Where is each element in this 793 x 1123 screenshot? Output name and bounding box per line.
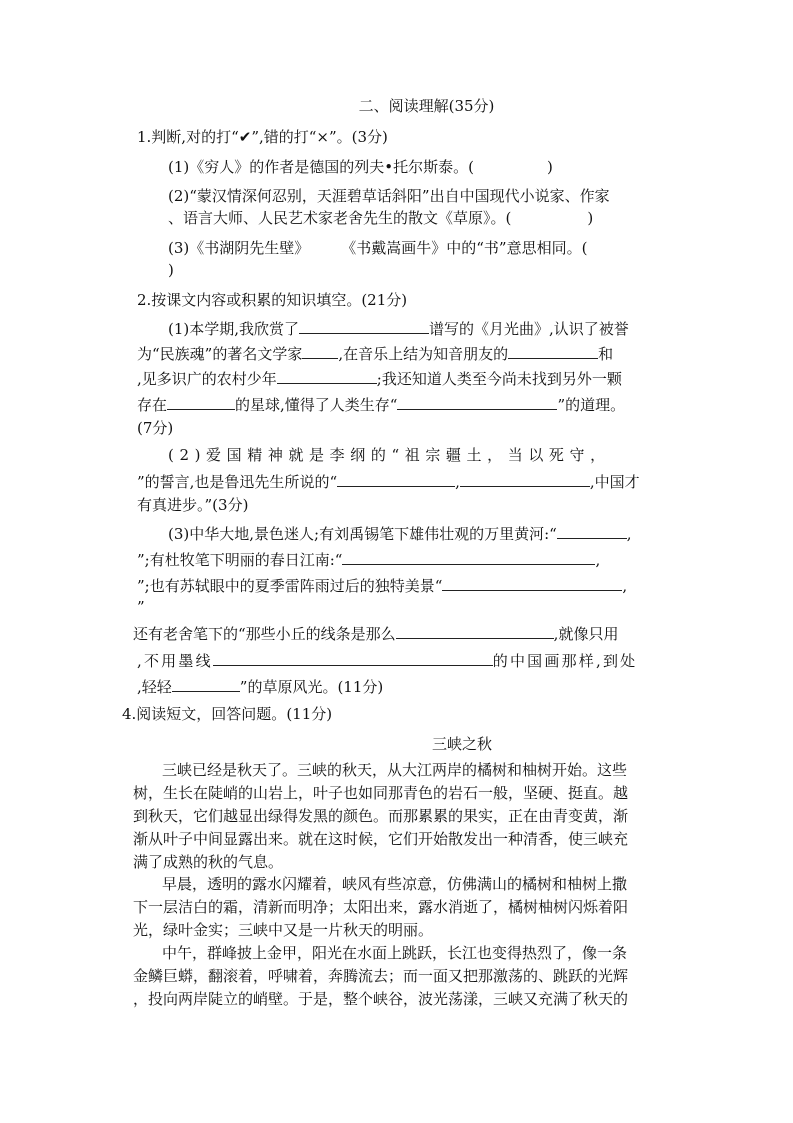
fill-blank[interactable]	[396, 623, 554, 639]
q2-p2-line3: 有真进步。”(3分)	[137, 496, 249, 514]
fill-blank[interactable]	[442, 575, 622, 591]
passage-para1-line4: 渐从叶子中间显露出来。就在这时候，它们开始散发出一种清香，使三峡充	[133, 830, 629, 848]
q2-p2-line2: ”的誓言,也是鲁迅先生所说的“ , ,中国才	[137, 473, 640, 491]
section-title: 二、阅读理解(35分)	[358, 97, 495, 115]
fill-blank[interactable]	[508, 343, 598, 359]
q2-p3-line2: ”;有杜牧笔下明丽的春日江南:“ ,	[137, 551, 601, 569]
passage-para1-line2: 树，生长在陡峭的山岩上，叶子也如同那青色的岩石一般，坚硬、挺直。越	[133, 784, 629, 802]
passage-para1-line1: 三峡已经是秋天了。三峡的秋天，从大江两岸的橘树和柚树开始。这些	[162, 761, 628, 779]
passage-para1-line5: 满了成熟的秋的气息。	[133, 853, 284, 871]
passage-para2-line3: 光，绿叶金实；三峡中又是一片秋天的明丽。	[133, 921, 434, 939]
fill-blank[interactable]	[337, 471, 455, 487]
q2-p1-line1: (1)本学期,我欣赏了 谱写的《月光曲》,认识了被誉	[168, 320, 629, 338]
q2-p3-line4: ”	[137, 598, 145, 616]
passage-para3-line1: 中午，群峰披上金甲，阳光在水面上跳跃，长江也变得热烈了，像一条	[162, 944, 628, 962]
passage-para2-line1: 早晨，透明的露水闪耀着，峡风有些凉意，仿佛满山的橘树和柚树上撒	[162, 875, 628, 893]
passage-para2-line2: 下一层洁白的霜，清新而明净；太阳出来，露水消逝了，橘树柚树闪烁着阳	[133, 898, 629, 916]
q1-item2-line2: 、语言大师、人民艺术家老舍先生的散文《草原》。( )	[168, 209, 594, 227]
fill-blank[interactable]	[557, 523, 627, 539]
q2-p1-line3: ,见多识广的农村少年 ;我还知道人类至今尚未找到另外一颗	[137, 370, 622, 388]
fill-blank[interactable]	[277, 368, 377, 384]
fill-blank[interactable]	[172, 676, 240, 692]
q1-item1: (1)《穷人》的作者是德国的列夫•托尔斯泰。( )	[168, 158, 553, 176]
q2-p1-line2: 为“民族魂”的著名文学家 ,在音乐上结为知音朋友的 和	[137, 345, 614, 363]
fill-blank[interactable]	[299, 318, 429, 334]
passage-para3-line3: ，投向两岸陡立的峭壁。于是，整个峡谷，波光荡漾，三峡又充满了秋天的	[133, 990, 629, 1008]
q2-p3-line6: ,不用墨线 的中国画那样,到处	[137, 652, 638, 670]
q2-p1-line5: (7分)	[137, 419, 174, 437]
q4-title: 4.阅读短文，回答问题。(11分)	[122, 705, 333, 723]
q2-p3-line1: (3)中华大地,景色迷人;有刘禹锡笔下雄伟壮观的万里黄河:“ ,	[168, 525, 632, 543]
q2-p2-line1: (2)爱国精神就是李纲的“祖宗疆土，当以死守，	[168, 446, 611, 464]
q2-p3-line3: ”;也有苏轼眼中的夏季雷阵雨过后的独特美景“ ,	[137, 577, 628, 595]
q1-item2-line1: (2)“蒙汉情深何忍别，天涯碧草话斜阳”出自中国现代小说家、作家	[168, 187, 610, 205]
fill-blank[interactable]	[167, 394, 235, 410]
passage-para3-line2: 金鳞巨蟒，翻滚着，呼啸着，奔腾流去；而一面又把那激荡的、跳跃的光辉	[133, 967, 629, 985]
fill-blank[interactable]	[342, 549, 595, 565]
passage-para1-line3: 到秋天，它们越显出绿得发黑的颜色。而那累累的果实，正在由青变黄，渐	[133, 807, 629, 825]
q2-p3-line7: ,轻轻 ”的草原风光。(11分)	[137, 678, 384, 696]
fill-blank[interactable]	[397, 394, 557, 410]
q1-item3-line2: )	[168, 261, 174, 279]
fill-blank[interactable]	[460, 471, 590, 487]
fill-blank[interactable]	[213, 650, 493, 666]
q2-p3-line5: 还有老舍笔下的“那些小丘的线条是那么 ,就像只用	[133, 625, 619, 643]
fill-blank[interactable]	[302, 343, 338, 359]
q1-item3-line1: (3)《书湖阴先生壁》 《书戴嵩画牛》中的“书”意思相同。(	[168, 239, 588, 257]
q2-p1-line4: 存在 的星球,懂得了人类生存“ ”的道理。	[137, 396, 626, 414]
q2-title: 2.按课文内容或积累的知识填空。(21分)	[137, 291, 408, 309]
q1-title: 1.判断,对的打“✔”,错的打“×”。(3分)	[137, 128, 388, 146]
passage-title: 三峡之秋	[432, 735, 493, 753]
